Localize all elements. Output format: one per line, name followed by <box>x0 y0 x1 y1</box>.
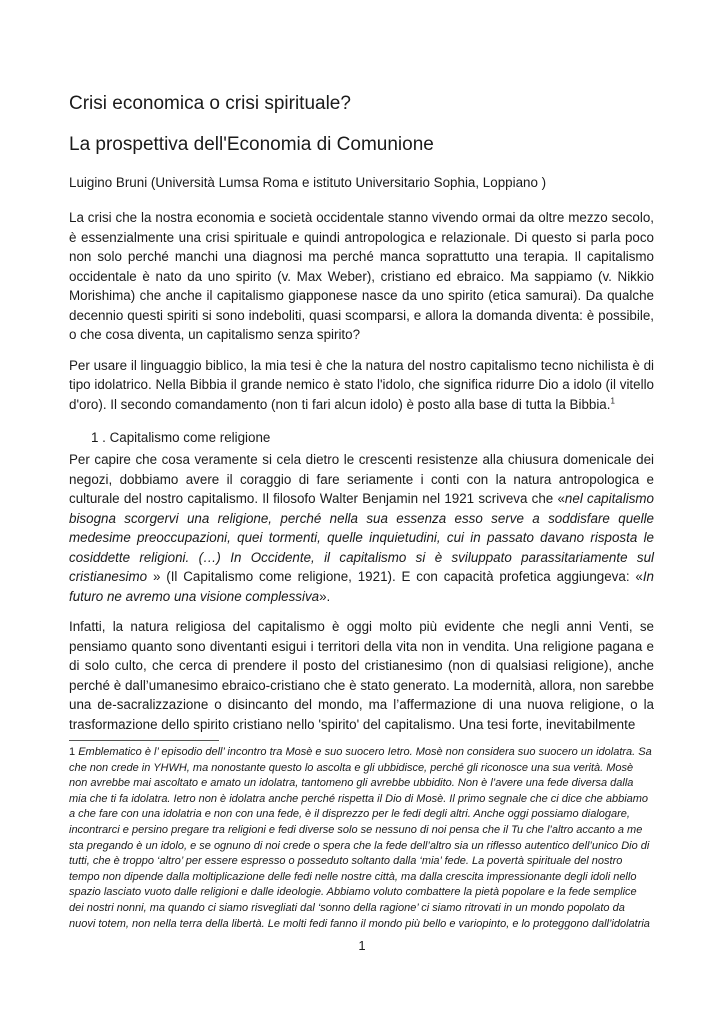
paragraph-3 <box>69 450 654 606</box>
footnote-separator <box>69 740 219 741</box>
author-line: Luigino Bruni (Università Lumsa Roma e istituto Universitario Sophia, Loppiano ) <box>69 175 547 190</box>
page-number: 1 <box>358 938 366 953</box>
paragraph-2-text: Per usare il linguaggio biblico, la mia tesi è che la natura del nostro capitalismo tecno nichilista è di tipo idolatrico. Nella Bibbia il grande nemico è stato l'idolo, che significa ridurre Dio a idolo (il vitello d'oro). Il secondo comandamento (non ti fari alcun idolo) è posto alla base di tutta la Bibbia. <box>69 357 654 412</box>
paragraph-2 <box>69 356 654 415</box>
paragraph-3-part-a: Per capire che cosa veramente si cela dietro le crescenti resistenze alla chiusura domenicale dei negozi, dobbiamo avere il coraggio di fare seriamente i conti con la natura antropologica e culturale del nostro capitalismo. Il filosofo Walter Benjamin nel 1921 scriveva che « <box>69 452 654 506</box>
footnote-text: Emblematico è l’ episodio dell’ incontro tra Mosè e suo suocero Ietro. Mosè non considera suo suocero un idolatra. Sa che non crede in YHWH, ma nonostante questo lo ascolta e gli ubbidisce, perché gli riconosce una sua verità. Mosè non avrebbe mai ascoltato e amato un idolatra, tantomeno gli avrebbe ubbidito. Non è l’avere una fede diversa dalla mia che ti fa idolatra. Ietro non è idolatra anche perché rispetta il Dio di Mosè. Il primo segnale che ci dice che abbiamo a che fare con una idolatria e non con una fede, è il disprezzo per le fedi degli altri. Anche oggi possiamo dialogare, incontrarci e persino pregare tra religioni e fedi diverse solo se nessuno di noi pensa che il Tu che l’altro accanto a me sta pregando è un idolo, e se ognuno di noi crede o spera che la fede dell’altro sia un riflesso autentico dell’unico Dio di tutti, che è troppo ‘altro’ per essere espresso o posseduto soltanto dalla ‘mia’ fede. La povertà spirituale del nostro tempo non dipende dalla moltiplicazione delle fedi nelle nostre città, ma dalla crescita impressionante degli idoli nello spazio lasciato vuoto dalle religioni e dalle ideologie. Abbiamo voluto combattere la pietà popolare e la fede semplice dei nostri nonni, ma quando ci siamo risvegliati dal ‘sonno della ragione’ ci siamo ritrovati in un mondo popolato da nuovi totem, non nella terra della libertà. Le molti fedi fanno il mondo più bello e variopinto, e lo proteggono dall’idolatria <box>69 746 652 930</box>
benjamin-quote-2: In futuro ne avremo una visione complessiva <box>69 569 654 604</box>
footnote <box>69 745 654 932</box>
footnote-number: 1 <box>69 746 76 758</box>
paragraph-1: La crisi che la nostra economia e società occidentale stanno vivendo ormai da oltre mezzo secolo, è essenzialmente una crisi spirituale e quindi antropologica e relazionale. Di questo si parla poco non solo perché manchi una diagnosi ma perché manca soprattutto una terapia. Il capitalismo occidentale è nato da uno spirito (v. Max Weber), cristiano ed ebraico. Ma sappiamo (v. Nikkio Morishima) che anche il capitalismo giapponese nasce da uno spirito (etica samurai). Da qualche decennio questi spiriti si sono indeboliti, quasi scomparsi, e allora la domanda diventa: è possibile, o che cosa diventa, un capitalismo senza spirito? <box>69 210 654 342</box>
footnote-ref[interactable]: 1 <box>610 396 615 406</box>
paragraph-3-part-b: » (Il Capitalismo come religione, 1921). E con capacità profetica aggiungeva: « <box>147 569 643 584</box>
title-line-1: Crisi economica o crisi spirituale? <box>69 93 351 114</box>
paragraph-3-part-c: ». <box>319 588 331 604</box>
title-line-2: La prospettiva dell'Economia di Comunione <box>69 134 434 155</box>
paragraph-4: Infatti, la natura religiosa del capitalismo è oggi molto più evidente che negli anni Venti, se pensiamo quanto sono diventanti esigui i territori della vita non in vendita. Una religione pagana e di solo culto, che cerca di prendere il posto del cristianesimo (non di qualsiasi religione), anche perché è dall’umanesimo ebraico-cristiano che è stato generato. La modernità, allora, non sarebbe una de-sacralizzazione o disincanto del mondo, ma l’affermazione di una nuova religione, o la trasformazione dello spirito cristiano nello 'spirito' del capitalismo. Una tesi forte, inevitabilmente <box>69 619 654 732</box>
benjamin-quote: nel capitalismo bisogna scorgervi una religione, perché nella sua essenza esso serve a soddisfare quelle medesime preoccupazioni, quei tormenti, quelle inquietudini, cui in passato davano risposta le cosiddette religioni. (…) In Occidente, il capitalismo si è sviluppato parassitariamente sul cristianesimo <box>69 491 654 584</box>
section-heading: 1 . Capitalismo come religione <box>91 430 271 445</box>
